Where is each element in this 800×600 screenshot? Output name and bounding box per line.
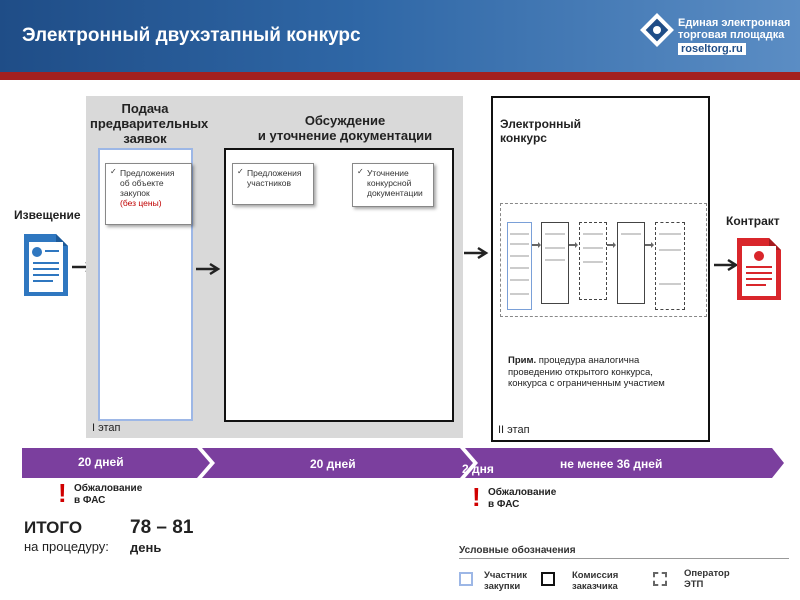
- total-unit: день: [130, 540, 162, 555]
- check-icon: ✓: [237, 167, 244, 176]
- arrow-icon: [194, 262, 222, 276]
- legend-line: заказчика: [572, 581, 618, 592]
- stage2-title: [500, 117, 581, 145]
- stage1-label: I этап: [92, 422, 121, 434]
- preliminary-bid-card: [105, 163, 192, 225]
- contract-label: Контракт: [726, 214, 780, 228]
- legend-line: закупки: [484, 581, 521, 592]
- timeline-segment-1: 20 дней: [78, 455, 124, 469]
- logo-line-2: торговая площадка: [678, 29, 785, 41]
- card-line: об объекте: [120, 178, 164, 188]
- card-line: документации: [367, 188, 423, 198]
- card-line: конкурсной: [367, 178, 412, 188]
- participant-proposals-card: [232, 163, 314, 205]
- stage2-label: II этап: [498, 424, 530, 436]
- mini-lines: [501, 204, 706, 316]
- check-icon: ✓: [110, 167, 117, 176]
- note-line: процедура аналогична: [536, 355, 640, 366]
- total-value: 78 – 81: [130, 517, 194, 538]
- legend-line: Комиссия: [572, 570, 619, 581]
- total-label: ИТОГО: [24, 518, 83, 537]
- roseltorg-logo-icon: [640, 13, 674, 47]
- stage2-note: [508, 355, 665, 390]
- stage1-title-line: Подача: [121, 101, 169, 116]
- card-line: закупок: [120, 188, 150, 198]
- card-line: участников: [247, 178, 292, 188]
- logo-line-1: Единая электронная: [678, 17, 791, 29]
- stage1-title-line: предварительных: [90, 116, 209, 131]
- legend-commission: [572, 570, 618, 592]
- legend-operator-icon: [653, 572, 667, 586]
- arrow-icon: [462, 246, 490, 260]
- card-line-red: (без цены): [120, 198, 162, 208]
- appeal-fas-2: [488, 487, 556, 511]
- legend-participant: [484, 570, 527, 592]
- stage1-title: [90, 101, 209, 146]
- appeal-line: в ФАС: [74, 495, 106, 506]
- appeal-fas-1: [74, 483, 142, 507]
- legend-line: Оператор: [684, 568, 730, 579]
- clarification-card: [352, 163, 434, 207]
- legend-title: Условные обозначения: [459, 545, 576, 556]
- discussion-title: [240, 113, 450, 143]
- notice-label: Извещение: [14, 208, 81, 222]
- appeal-line: в ФАС: [488, 499, 520, 510]
- timeline-segment-3: 2 дня: [462, 462, 494, 476]
- page-title: Электронный двухэтапный конкурс: [22, 25, 361, 46]
- stage2-title-line: Электронный: [500, 117, 582, 131]
- discussion-title-line: и уточнение документации: [257, 128, 433, 143]
- card-line: Уточнение: [367, 168, 409, 178]
- note-line: конкурса с ограниченным участием: [508, 378, 665, 389]
- timeline-segment-2: 20 дней: [310, 457, 356, 471]
- contract-document-icon: [734, 236, 784, 302]
- exclamation-icon: !: [472, 482, 481, 512]
- legend-line: ЭТП: [684, 579, 704, 590]
- check-icon: ✓: [357, 167, 364, 176]
- mini-process-diagram: [500, 203, 707, 317]
- appeal-line: Обжалование: [488, 487, 557, 498]
- discussion-title-line: Обсуждение: [304, 113, 386, 128]
- legend-line: Участник: [484, 570, 527, 581]
- note-bold: Прим.: [508, 355, 537, 366]
- stage1-title-line: заявок: [123, 131, 167, 146]
- stage2-title-line: конкурс: [500, 131, 547, 145]
- legend-operator: [684, 568, 730, 590]
- card-line: Предложения: [247, 168, 302, 178]
- timeline-bar: [22, 448, 784, 478]
- total-sublabel: на процедуру:: [24, 539, 109, 554]
- exclamation-icon: !: [58, 478, 67, 508]
- legend-divider: [459, 558, 789, 559]
- legend-commission-icon: [541, 572, 555, 586]
- logo-text: [678, 17, 798, 41]
- note-line: проведению открытого конкурса,: [508, 366, 653, 378]
- appeal-line: Обжалование: [74, 483, 143, 494]
- timeline-segment-4: не менее 36 дней: [560, 457, 663, 471]
- logo-url[interactable]: roseltorg.ru: [678, 43, 746, 55]
- notice-document-icon: [22, 232, 70, 298]
- legend-participant-icon: [459, 572, 473, 586]
- card-line: Предложения: [120, 168, 175, 178]
- header-divider: [0, 72, 800, 80]
